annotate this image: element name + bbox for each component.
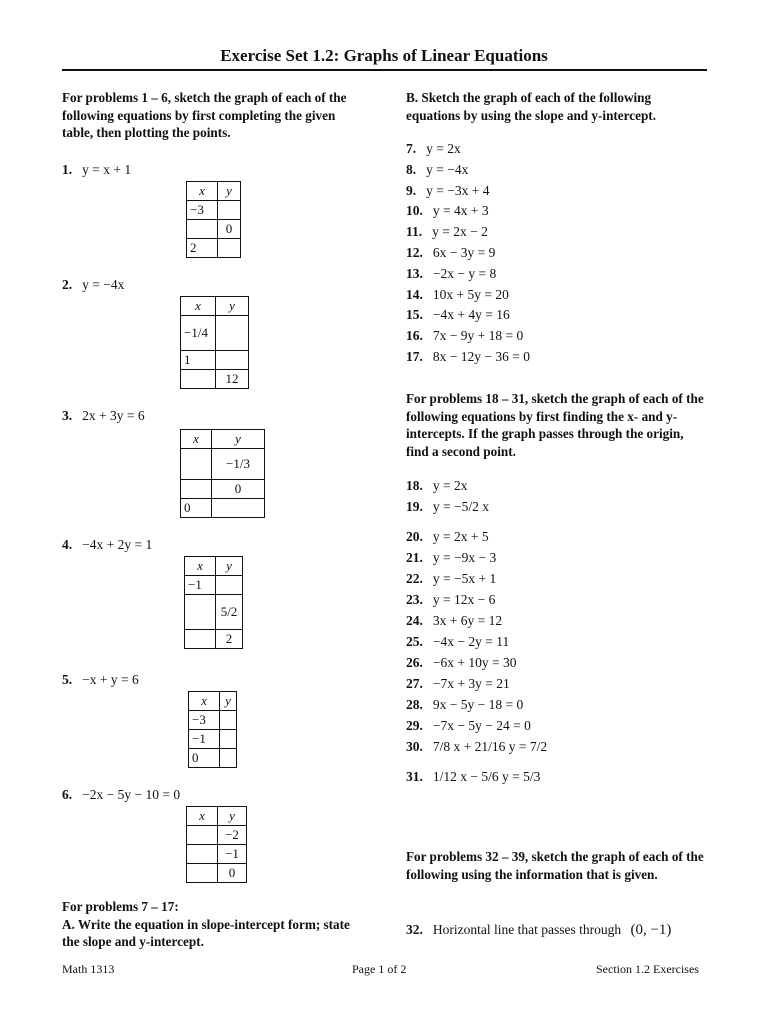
left-intro: For problems 1 – 6, sketch the graph of each of the following equations by first completing the given table, then plotting the points. (62, 90, 347, 140)
problem-5: 5. −x + y = 6 (62, 672, 139, 687)
problem-21-equation: y = −9x − 3 (432, 550, 497, 565)
problem-12: 12. 6x − 3y = 9 (406, 245, 496, 260)
problem-20: 20. y = 2x + 5 (406, 529, 489, 544)
problem-4-equation: −4x + 2y = 1 (82, 537, 153, 552)
problem-10-equation: y = 4x + 3 (432, 203, 489, 219)
problem-15: 15. −4x + 4y = 16 (406, 307, 510, 323)
problem-6: 6. −2x − 5y − 10 = 0 (62, 787, 181, 802)
problem-23-equation: y = 12x − 6 (432, 592, 496, 607)
right-intro-18-31: For problems 18 – 31, sketch the graph of each of the following equations by first finding the x- and y-intercepts. If the graph passes through the origin, find a second point. (406, 391, 704, 459)
problem-16: 16. 7x − 9y + 18 = 0 (406, 328, 524, 344)
problem-13-equation: −2x − y = 8 (432, 265, 497, 281)
problem-3: 3. 2x + 3y = 6 (62, 408, 145, 423)
problem-1-table: x y −3 0 2 (186, 181, 241, 258)
problem-25: 25. −4x − 2y = 11 (406, 634, 510, 649)
title-rule (62, 69, 707, 71)
problem-19: 19. y = −5/2 x (406, 499, 489, 514)
footer-course: Math 1313 (62, 962, 115, 976)
problem-2-equation: y = −4x (82, 277, 125, 292)
problem-3-table: x y −1/3 0 0 (180, 429, 265, 518)
problem-27-equation: −7x + 3y = 21 (432, 676, 510, 691)
problem-1-equation: y = x + 1 (82, 162, 132, 177)
problem-27: 27. −7x + 3y = 21 (406, 676, 510, 691)
problem-2: 2. y = −4x (62, 277, 125, 292)
problem-30-equation: 7/8 x + 21/16 y = 7/2 (432, 739, 548, 754)
problem-19-equation: y = −5/2 x (432, 499, 489, 514)
page-title: Exercise Set 1.2: Graphs of Linear Equations (220, 46, 548, 65)
right-intro-b: B. Sketch the graph of each of the following equations by using the slope and y-intercept. (406, 90, 656, 123)
problem-28: 28. 9x − 5y − 18 = 0 (406, 697, 524, 712)
footer-page: Page 1 of 2 (352, 962, 407, 976)
problem-17-equation: 8x − 12y − 36 = 0 (432, 349, 530, 364)
problem-1: 1. y = x + 1 (62, 162, 132, 177)
problem-32-point: (0, −1) (630, 922, 672, 938)
problem-17: 17. 8x − 12y − 36 = 0 (406, 349, 530, 364)
problem-8-equation: y = −4x (426, 161, 469, 177)
problem-10: 10. y = 4x + 3 (406, 203, 489, 219)
problem-11-equation: y = 2x − 2 (432, 224, 488, 240)
problem-31: 31. 1/12 x − 5/6 y = 5/3 (406, 769, 541, 784)
problem-8: 8. y = −4x (406, 161, 469, 177)
problem-18: 18. y = 2x (406, 478, 468, 493)
problem-32-text: Horizontal line that passes through (432, 922, 622, 937)
problem-16-equation: 7x − 9y + 18 = 0 (432, 328, 524, 344)
problem-23: 23. y = 12x − 6 (406, 592, 496, 607)
problem-26-equation: −6x + 10y = 30 (432, 655, 517, 670)
problem-29: 29. −7x − 5y − 24 = 0 (406, 718, 531, 733)
problem-11: 11. y = 2x − 2 (406, 224, 488, 240)
problem-22: 22. y = −5x + 1 (406, 571, 497, 586)
problem-3-equation: 2x + 3y = 6 (82, 408, 145, 423)
right-intro-32-39: For problems 32 – 39, sketch the graph of each of the following using the information that is given. (406, 849, 704, 882)
problem-18-equation: y = 2x (432, 478, 468, 493)
problem-32: 32. Horizontal line that passes through (0, −1) (406, 922, 672, 938)
problem-13: 13. −2x − y = 8 (406, 265, 497, 281)
problem-6-equation: −2x − 5y − 10 = 0 (82, 787, 181, 802)
problem-6-table: x y −2 −1 0 (186, 806, 247, 883)
problem-20-equation: y = 2x + 5 (432, 529, 489, 544)
problem-29-equation: −7x − 5y − 24 = 0 (432, 718, 531, 733)
problem-24: 24. 3x + 6y = 12 (406, 613, 503, 628)
left-intro-7-17: For problems 7 – 17: A. Write the equation in slope-intercept form; state the slope and y-intercept. (62, 899, 350, 949)
problem-22-equation: y = −5x + 1 (432, 571, 497, 586)
problem-5-table: x y −3 −1 0 (188, 691, 237, 768)
footer-section: Section 1.2 Exercises (596, 962, 699, 976)
problem-25-equation: −4x − 2y = 11 (432, 634, 510, 649)
problem-26: 26. −6x + 10y = 30 (406, 655, 517, 670)
problem-28-equation: 9x − 5y − 18 = 0 (432, 697, 524, 712)
problem-12-equation: 6x − 3y = 9 (432, 245, 496, 260)
problem-9: 9. y = −3x + 4 (406, 182, 490, 198)
problem-4-table: x y −1 5/2 2 (184, 556, 243, 649)
problem-15-equation: −4x + 4y = 16 (432, 307, 510, 323)
problem-14: 14. 10x + 5y = 20 (406, 286, 509, 302)
problem-21: 21. y = −9x − 3 (406, 550, 497, 565)
problem-4: 4. −4x + 2y = 1 (62, 537, 153, 552)
problem-5-equation: −x + y = 6 (82, 672, 139, 687)
problem-30: 30. 7/8 x + 21/16 y = 7/2 (406, 739, 548, 754)
problem-2-table: x y −1/4 1 12 (180, 296, 249, 389)
problem-7-equation: y = 2x (426, 141, 461, 156)
problem-14-equation: 10x + 5y = 20 (432, 286, 509, 302)
problem-24-equation: 3x + 6y = 12 (432, 613, 503, 628)
problem-7: 7. y = 2x (406, 141, 461, 156)
problem-9-equation: y = −3x + 4 (426, 182, 490, 198)
problem-31-equation: 1/12 x − 5/6 y = 5/3 (432, 769, 541, 784)
